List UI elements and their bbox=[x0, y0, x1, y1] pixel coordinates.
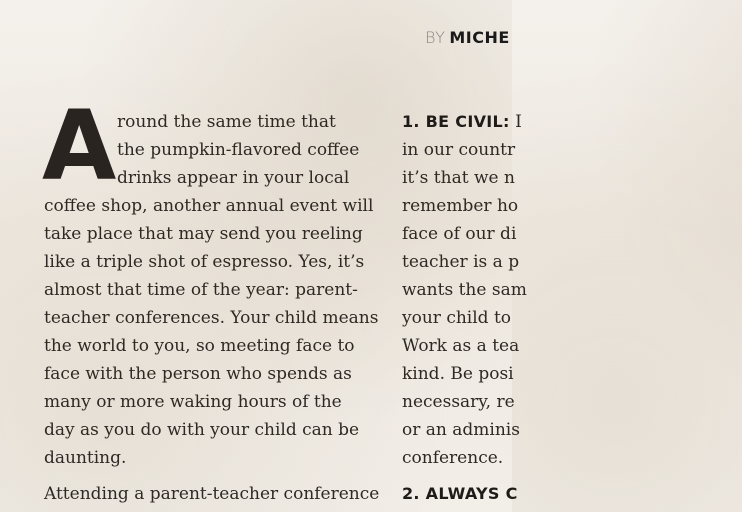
article-left-column bbox=[44, 108, 379, 472]
paragraph-line: in our countr bbox=[402, 140, 516, 160]
paragraph-line: or an adminis bbox=[402, 420, 520, 440]
section-heading-line bbox=[402, 108, 742, 136]
paragraph-line: teacher conferences. Your child means bbox=[44, 308, 379, 328]
paragraph-line: face with the person who spends as bbox=[44, 364, 352, 384]
author-name: MICHE bbox=[449, 28, 510, 47]
author-byline bbox=[425, 28, 510, 47]
section-heading-2: 2. ALWAYS C bbox=[402, 484, 518, 503]
paragraph-line: daunting. bbox=[44, 448, 127, 468]
paragraph-line: it’s that we n bbox=[402, 168, 515, 188]
paragraph-line: wants the sam bbox=[402, 280, 527, 300]
section-heading-1: 1. BE CIVIL: bbox=[402, 112, 510, 131]
paragraph-line: your child to bbox=[402, 308, 512, 328]
paragraph-line: drinks appear in your local bbox=[117, 168, 350, 188]
paragraph-line: many or more waking hours of the bbox=[44, 392, 342, 412]
heading-tail-text: I bbox=[509, 112, 522, 132]
paragraph-line: almost that time of the year: parent- bbox=[44, 280, 358, 300]
paragraph-line: round the same time that bbox=[117, 112, 336, 132]
paragraph-line: day as you do with your child can be bbox=[44, 420, 360, 440]
paragraph-line: face of our di bbox=[402, 224, 517, 244]
byline-prefix: BY bbox=[425, 28, 446, 47]
paragraph-line: coffee shop, another annual event will bbox=[44, 196, 374, 216]
paragraph-line: conference. bbox=[402, 448, 504, 468]
article-right-column bbox=[402, 108, 742, 472]
paragraph-line: the world to you, so meeting face to bbox=[44, 336, 355, 356]
paragraph-2-start: Attending a parent-teacher conference bbox=[44, 484, 380, 504]
drop-cap: A bbox=[42, 90, 117, 202]
paragraph-line: like a triple shot of espresso. Yes, it’s bbox=[44, 252, 365, 272]
paragraph-line: remember ho bbox=[402, 196, 519, 216]
paragraph-line: teacher is a p bbox=[402, 252, 520, 272]
paragraph-line: necessary, re bbox=[402, 392, 515, 412]
paragraph-line: kind. Be posi bbox=[402, 364, 514, 384]
paragraph-line: Work as a tea bbox=[402, 336, 520, 356]
paragraph-line: take place that may send you reeling bbox=[44, 224, 363, 244]
paragraph-line: the pumpkin-flavored coffee bbox=[117, 140, 360, 160]
